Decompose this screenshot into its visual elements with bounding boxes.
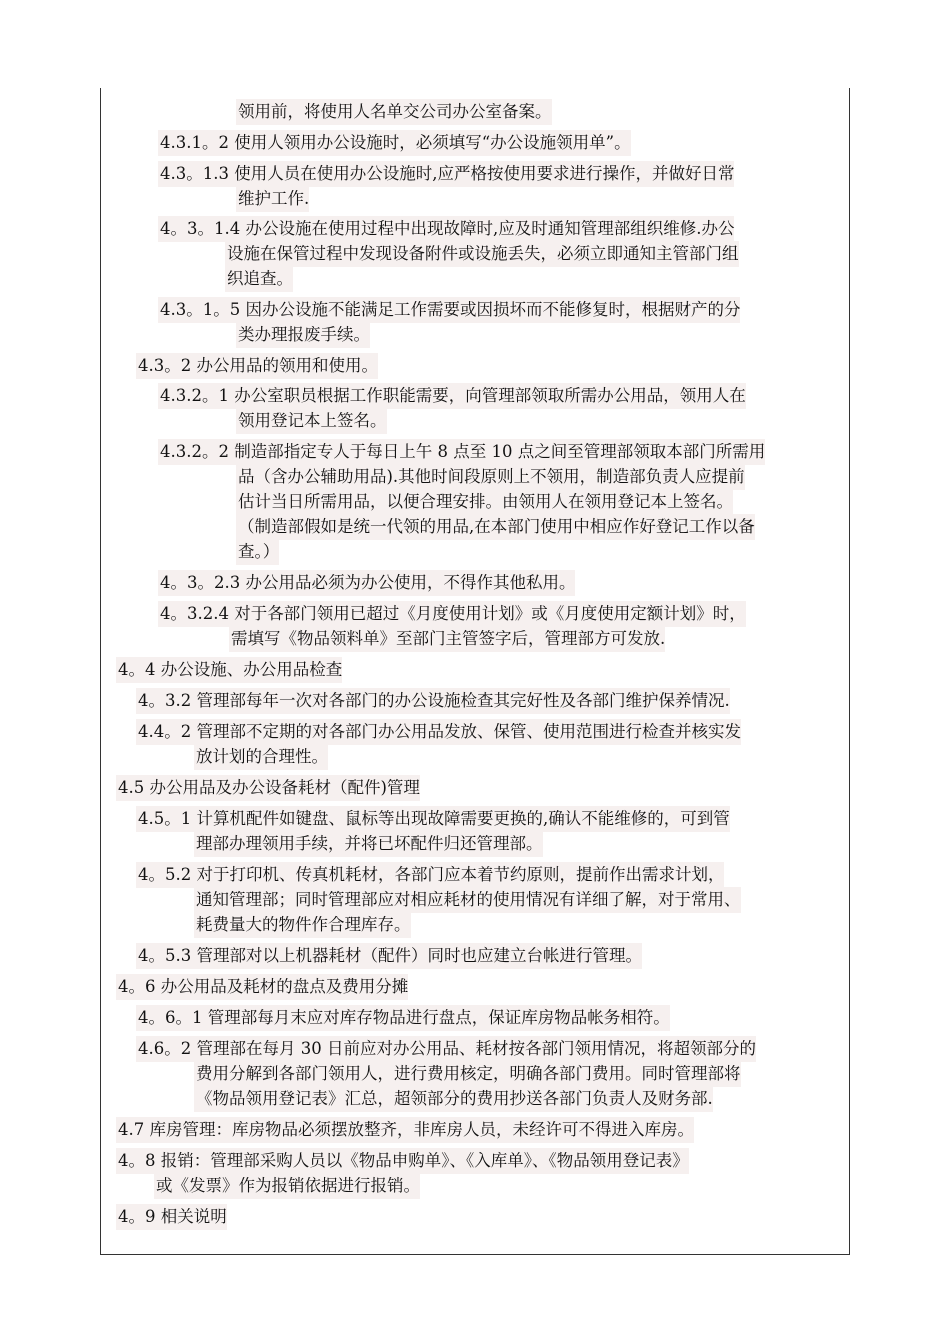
text-line: 4。3。2.3 办公用品必须为办公使用，不得作其他私用。 (158, 570, 575, 596)
text-line: 4.3。2 办公用品的领用和使用。 (136, 353, 378, 379)
text-line: 4。9 相关说明 (116, 1204, 227, 1230)
text-line: 设施在保管过程中发现设备附件或设施丢失，必须立即通知主管部门组 (225, 241, 739, 267)
text-line: 查。） (236, 539, 279, 565)
text-line: 4。8 报销：管理部采购人员以《物品申购单》、《入库单》、《物品领用登记表》 (116, 1148, 689, 1174)
text-line: 《物品领用登记表》汇总，超领部分的费用抄送各部门负责人及财务部. (194, 1086, 713, 1112)
text-line: 费用分解到各部门领用人，进行费用核定，明确各部门费用。同时管理部将 (194, 1061, 741, 1087)
text-line: 4.5。1 计算机配件如键盘、鼠标等出现故障需要更换的,确认不能维修的，可到管 (136, 806, 730, 832)
text-line: 4.3.2。2 制造部指定专人于每日上午 8 点至 10 点之间至管理部领取本部门所需用 (158, 439, 765, 465)
text-line: 4.3。1.3 使用人员在使用办公设施时,应严格按使用要求进行操作，并做好日常 (158, 161, 734, 187)
text-line: 4。4 办公设施、办公用品检查 (116, 657, 342, 683)
text-line: 4.4。2 管理部不定期的对各部门办公用品发放、保管、使用范围进行检查并核实发 (136, 719, 741, 745)
text-line: 4。6 办公用品及耗材的盘点及费用分摊 (116, 974, 408, 1000)
text-line: 4.6。2 管理部在每月 30 日前应对办公用品、耗材按各部门领用情况，将超领部分的 (136, 1036, 756, 1062)
text-line: （制造部假如是统一代领的用品,在本部门使用中相应作好登记工作以备 (236, 514, 755, 540)
text-line: 织追查。 (225, 266, 293, 292)
text-line: 4.3.2。1 办公室职员根据工作职能需要，向管理部领取所需办公用品，领用人在 (158, 383, 746, 409)
text-line: 放计划的合理性。 (194, 744, 328, 770)
text-line: 类办理报废手续。 (236, 322, 370, 348)
text-line: 估计当日所需用品，以便合理安排。由领用人在领用登记本上签名。 (236, 489, 733, 515)
text-line: 耗费量大的物件作合理库存。 (194, 912, 411, 938)
text-line: 需填写《物品领料单》至部门主管签字后，管理部方可发放. (229, 626, 665, 652)
text-line: 4.5 办公用品及办公设备耗材（配件)管理 (116, 775, 420, 801)
text-line: 4。3.2.4 对于各部门领用已超过《月度使用计划》或《月度使用定额计划》时， (158, 601, 746, 627)
text-line: 4。6。1 管理部每月末应对库存物品进行盘点，保证库房物品帐务相符。 (136, 1005, 670, 1031)
text-line: 或《发票》作为报销依据进行报销。 (154, 1173, 420, 1199)
text-line: 4。5.3 管理部对以上机器耗材（配件）同时也应建立台帐进行管理。 (136, 943, 642, 969)
text-line: 4。3。1.4 办公设施在使用过程中出现故障时,应及时通知管理部组织维修.办公 (158, 216, 734, 242)
text-line: 品（含办公辅助用品).其他时间段原则上不领用，制造部负责人应提前 (236, 464, 745, 490)
text-line: 4.3.1。2 使用人领用办公设施时，必须填写“办公设施领用单”。 (158, 130, 631, 156)
text-line: 4。5.2 对于打印机、传真机耗材，各部门应本着节约原则，提前作出需求计划， (136, 862, 724, 888)
text-line: 通知管理部；同时管理部应对相应耗材的使用情况有详细了解，对于常用、 (194, 887, 741, 913)
text-line: 理部办理领用手续，并将已坏配件归还管理部。 (194, 831, 543, 857)
text-line: 4.7 库房管理：库房物品必须摆放整齐，非库房人员，未经许可不得进入库房。 (116, 1117, 694, 1143)
text-line: 领用前，将使用人名单交公司办公室备案。 (236, 99, 552, 125)
text-line: 4。3.2 管理部每年一次对各部门的办公设施检查其完好性及各部门维护保养情况. (136, 688, 730, 714)
text-line: 维护工作. (236, 186, 309, 212)
text-line: 领用登记本上签名。 (236, 408, 387, 434)
text-line: 4.3。1。5 因办公设施不能满足工作需要或因损坏而不能修复时，根据财产的分 (158, 297, 740, 323)
